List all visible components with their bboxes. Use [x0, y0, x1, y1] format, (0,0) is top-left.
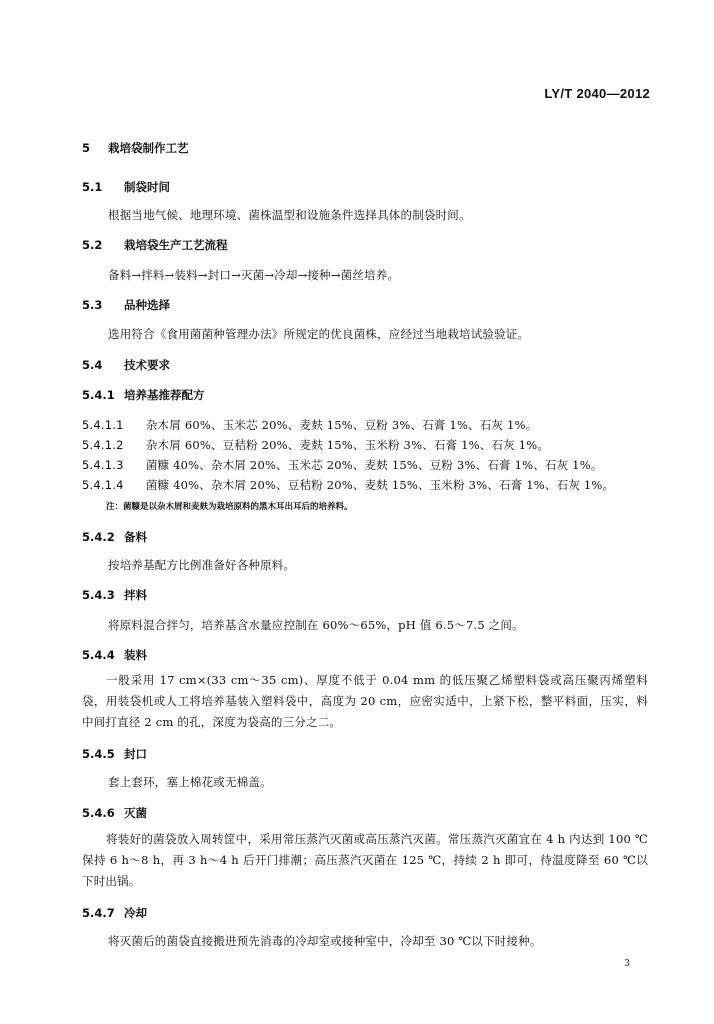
formula-item: [82, 437, 549, 453]
paragraph-5-4-6: 将装好的菌袋放入周转筐中，采用常压蒸汽灭菌或高压蒸汽灭菌。常压蒸汽灭菌宜在 4 h 内达到 100 ℃保持 6 h～8 h，再 3 h～4 h 后开门排潮；高压蒸汽灭菌在 125 ℃，持续 2 h 即可，待温度降至 60 ℃以下时出锅。: [82, 832, 648, 888]
heading-title: 品种选择: [124, 298, 171, 312]
paragraph-5-1: 根据当地气候、地理环境、菌株温型和设施条件选择具体的制袋时间。: [108, 208, 471, 222]
heading-5-4-6: [82, 805, 147, 821]
paragraph-5-4-2: 按培养基配方比例准备好各种原料。: [108, 558, 296, 572]
heading-5-4-1: [82, 387, 205, 403]
heading-title: 制袋时间: [124, 180, 171, 194]
formula-number: 5.4.1.1: [82, 418, 124, 432]
formula-item: [82, 457, 603, 473]
formula-text: 菌糠 40%、杂木屑 20%、豆秸粉 20%、麦麸 15%、玉米粉 3%、石膏 1%、石灰 1%。: [145, 478, 615, 492]
heading-number: 5.4.1: [82, 388, 115, 402]
formula-number: 5.4.1.3: [82, 458, 124, 472]
heading-5-1: [82, 179, 170, 195]
formula-text: 菌糠 40%、杂木屑 20%、玉米芯 20%、麦麸 15%、豆粉 3%、石膏 1%、石灰 1%。: [145, 458, 603, 472]
heading-5: [82, 140, 189, 156]
heading-number: 5.4.7: [82, 906, 115, 920]
heading-number: 5.4.6: [82, 806, 115, 820]
heading-number: 5.2: [82, 238, 103, 252]
heading-title: 栽培袋生产工艺流程: [124, 238, 228, 252]
heading-number: 5.4.2: [82, 530, 115, 544]
heading-5-4-4: [82, 647, 147, 663]
formula-text: 杂木屑 60%、玉米芯 20%、麦麸 15%、豆粉 3%、石膏 1%、石灰 1%。: [145, 418, 538, 432]
heading-title: 培养基推荐配方: [124, 388, 205, 402]
heading-5-4-7: [82, 905, 147, 921]
heading-5-4-5: [82, 746, 147, 762]
formula-item: [82, 417, 537, 433]
heading-title: 技术要求: [124, 358, 171, 372]
heading-5-2: [82, 237, 228, 253]
heading-title: 冷却: [124, 906, 148, 920]
formula-number: 5.4.1.2: [82, 438, 124, 452]
heading-title: 拌料: [124, 588, 148, 602]
heading-title: 灭菌: [124, 806, 148, 820]
paragraph-5-2: 备料→拌料→装料→封口→灭菌→冷却→接种→菌丝培养。: [108, 268, 400, 282]
paragraph-5-3: 选用符合《食用菌菌种管理办法》所规定的优良菌株，应经过当地栽培试验验证。: [108, 327, 530, 341]
heading-number: 5.4: [82, 358, 103, 372]
heading-number: 5.4.5: [82, 747, 115, 761]
heading-number: 5.3: [82, 298, 103, 312]
page-number: 3: [624, 959, 630, 969]
heading-5-3: [82, 297, 170, 313]
paragraph-5-4-7: 将灭菌后的菌袋直接搬进预先消毒的冷却室或接种室中，冷却至 30 ℃以下时接种。: [108, 934, 542, 948]
formula-item: [82, 477, 614, 493]
heading-number: 5: [82, 141, 91, 155]
heading-title: 备料: [124, 530, 148, 544]
paragraph-5-4-3: 将原料混合拌匀，培养基含水量应控制在 60%～65%，pH 值 6.5～7.5 之间。: [108, 618, 524, 632]
heading-number: 5.1: [82, 180, 103, 194]
heading-number: 5.4.3: [82, 588, 115, 602]
note-text: 注：菌糠是以杂木屑和麦麸为栽培原料的黑木耳出耳后的培养料。: [106, 502, 353, 512]
heading-title: 封口: [124, 747, 148, 761]
heading-title: 装料: [124, 648, 148, 662]
heading-5-4: [82, 357, 170, 373]
formula-text: 杂木屑 60%、豆秸粉 20%、麦麸 15%、玉米粉 3%、石膏 1%、石灰 1%。: [145, 438, 550, 452]
standard-code: LY/T 2040—2012: [544, 86, 650, 101]
heading-title: 栽培袋制作工艺: [108, 141, 189, 155]
formula-number: 5.4.1.4: [82, 478, 124, 492]
paragraph-5-4-4: 一般采用 17 cm×(33 cm～35 cm)、厚度不低于 0.04 mm 的低压聚乙烯塑料袋或高压聚丙烯塑料袋，用装袋机或人工将培养基装入塑料袋中，高度为 20 cm，应密实适中，上紧下松，整平料面，压实，料中间打直径 2 cm 的孔，深度为袋高的三分之二。: [82, 673, 648, 729]
paragraph-5-4-5: 套上套环，塞上棉花或无棉盖。: [108, 775, 272, 789]
heading-5-4-2: [82, 529, 147, 545]
heading-5-4-3: [82, 587, 147, 603]
heading-number: 5.4.4: [82, 648, 115, 662]
